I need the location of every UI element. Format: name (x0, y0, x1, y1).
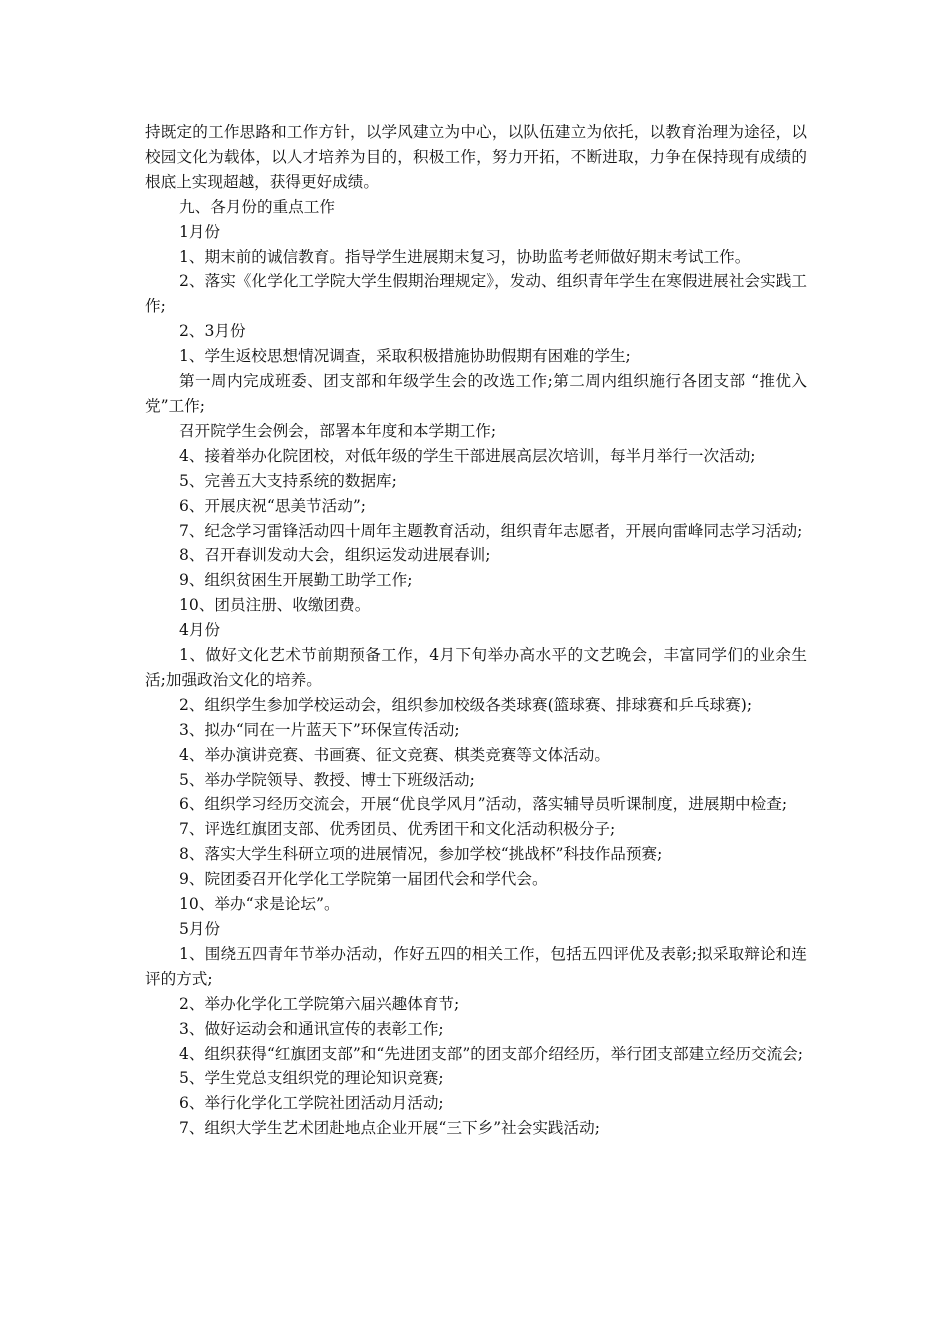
document-paragraph: 10、举办“求是论坛”。 (179, 895, 340, 914)
document-paragraph: 2、3月份 (179, 322, 246, 341)
document-paragraph: 5月份 (179, 920, 221, 938)
document-paragraph: 4、组织获得“红旗团支部”和“先进团支部”的团支部介绍经历，举行团支部建立经历交流会; (179, 1044, 804, 1063)
document-paragraph: 7、纪念学习雷锋活动四十周年主题教育活动，组织青年志愿者，开展向雷峰同志学习活动; (179, 521, 803, 540)
document-paragraph: 5、完善五大支持系统的数据库; (179, 471, 397, 490)
document-paragraph: 持既定的工作思路和工作方针，以学风建立为中心，以队伍建立为依托，以教育治理为途径，以校园文化为载体，以人才培养为目的，积极工作，努力开拓，不断进取，力争在保持现有成绩的根底上实现超越，获得更好成绩。 (145, 123, 807, 191)
document-paragraph: 6、举行化学化工学院社团活动月活动; (179, 1094, 444, 1113)
document-paragraph: 1、围绕五四青年节举办活动，作好五四的相关工作，包括五四评优及表彰;拟采取辩论和连评的方式; (145, 944, 807, 988)
document-paragraph: 3、拟办“同在一片蓝天下”环保宣传活动; (179, 720, 460, 739)
document-paragraph: 5、举办学院领导、教授、博士下班级活动; (179, 770, 475, 789)
document-paragraph: 2、组织学生参加学校运动会，组织参加校级各类球赛(篮球赛、排球赛和乒乓球赛); (179, 695, 753, 714)
document-paragraph: 9、院团委召开化学化工学院第一届团代会和学代会。 (179, 870, 548, 889)
document-paragraph: 6、开展庆祝“思美节活动”; (179, 496, 367, 515)
document-paragraph: 8、落实大学生科研立项的进展情况，参加学校“挑战杯”科技作品预赛; (179, 845, 663, 864)
document-paragraph: 第一周内完成班委、团支部和年级学生会的改选工作;第二周内组织施行各团支部 “推优入党”工作; (145, 372, 807, 415)
document-paragraph: 4、举办演讲竞赛、书画赛、征文竞赛、棋类竞赛等文体活动。 (179, 745, 610, 764)
document-paragraph: 4月份 (179, 621, 221, 640)
document-paragraph: 1月份 (179, 222, 221, 241)
document-paragraph: 9、组织贫困生开展勤工助学工作; (179, 571, 413, 590)
document-paragraph: 1、期末前的诚信教育。指导学生进展期末复习，协助监考老师做好期末考试工作。 (179, 247, 751, 266)
document-paragraph: 8、召开春训发动大会，组织运发动进展春训; (179, 546, 491, 565)
document-paragraph: 1、学生返校思想情况调查，采取积极措施协助假期有困难的学生; (179, 347, 631, 366)
document-paragraph: 2、落实《化学化工学院大学生假期治理规定》，发动、组织青年学生在寒假进展社会实践工作; (145, 272, 807, 316)
document-paragraph: 5、学生党总支组织党的理论知识竞赛; (179, 1069, 444, 1088)
document-body (145, 120, 807, 1141)
document-paragraph: 7、评选红旗团支部、优秀团员、优秀团干和文化活动积极分子; (179, 820, 616, 839)
document-paragraph: 6、组织学习经历交流会，开展“优良学风月”活动，落实辅导员听课制度，进展期中检查; (179, 795, 788, 814)
document-paragraph: 2、举办化学化工学院第六届兴趣体育节; (179, 994, 460, 1013)
document-paragraph: 7、组织大学生艺术团赴地点企业开展“三下乡”社会实践活动; (179, 1119, 600, 1138)
document-paragraph: 10、团员注册、收缴团费。 (179, 596, 371, 615)
document-paragraph: 九、各月份的重点工作 (179, 197, 335, 216)
document-paragraph: 1、做好文化艺术节前期预备工作，4月下旬举办高水平的文艺晚会，丰富同学们的业余生活;加强政治文化的培养。 (145, 646, 807, 689)
document-paragraph: 4、接着举办化院团校，对低年级的学生干部进展高层次培训，每半月举行一次活动; (179, 446, 756, 465)
document-paragraph: 召开院学生会例会，部署本年度和本学期工作; (179, 421, 497, 440)
document-paragraph: 3、做好运动会和通讯宣传的表彰工作; (179, 1019, 444, 1038)
